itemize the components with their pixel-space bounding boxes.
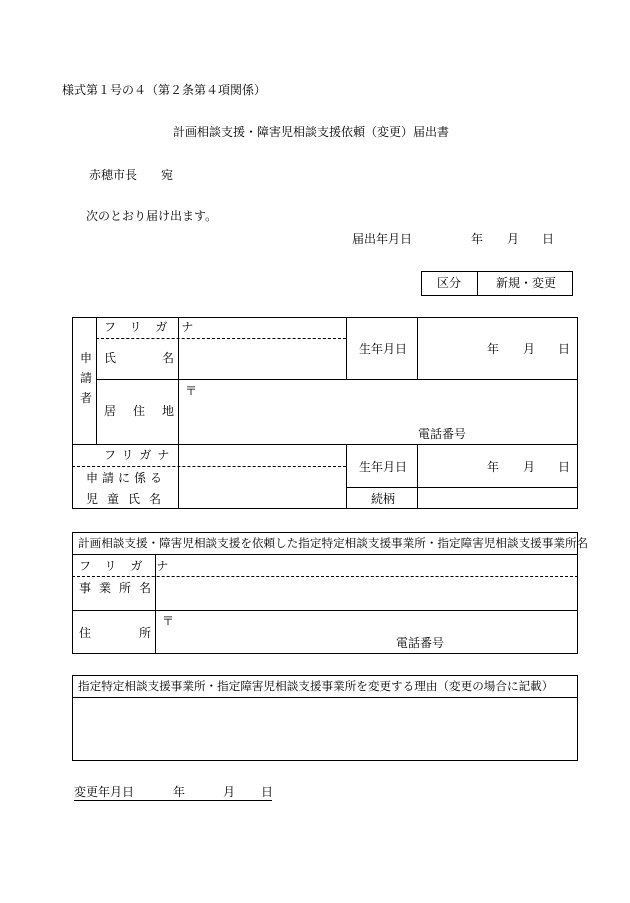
child-dob-day: 日 xyxy=(558,460,571,474)
office-phone-label: 電話番号 xyxy=(396,636,445,650)
filing-date-label: 届出年月日 xyxy=(352,232,413,246)
filing-date-day: 日 xyxy=(542,232,555,246)
applicant-dob-day: 日 xyxy=(558,342,571,356)
applicant-name-bottom xyxy=(96,379,578,380)
child-dob-year: 年 xyxy=(487,460,500,474)
applicant-phone-label: 電話番号 xyxy=(418,427,467,441)
applicant-postal-mark: 〒 xyxy=(185,384,198,398)
applicant-furigana-dash xyxy=(96,338,346,339)
office-address-label-b: 所 xyxy=(139,626,152,640)
child-dob-label: 生年月日 xyxy=(359,460,408,474)
child-relation-label: 続柄 xyxy=(371,492,396,506)
change-date-year: 年 xyxy=(173,785,186,799)
office-furigana-label: フリガナ xyxy=(79,559,183,573)
category-value[interactable]: 新規・変更 xyxy=(496,276,557,290)
reason-heading-bottom xyxy=(72,697,578,698)
filing-date-year: 年 xyxy=(471,232,484,246)
change-date-underline xyxy=(74,800,272,801)
change-date-label: 変更年月日 xyxy=(74,785,135,799)
applicant-name-label-text: 氏名 xyxy=(104,351,221,365)
change-date-day: 日 xyxy=(261,785,274,799)
dob-left-divider xyxy=(346,317,347,379)
applicant-furigana-label: フリガナ xyxy=(104,320,208,334)
document-title: 計画相談支援・障害児相談支援依頼（変更）届出書 xyxy=(173,125,450,139)
reason-heading: 指定特定相談支援事業所・指定障害児相談支援事業所を変更する理由（変更の場合に記載） xyxy=(78,679,554,693)
applicant-address-label-text: 居住地 xyxy=(104,404,192,418)
child-dob-month: 月 xyxy=(523,460,536,474)
office-address-label-a: 住 xyxy=(79,626,92,640)
applicant-dob-month: 月 xyxy=(523,342,536,356)
applicant-section-bottom xyxy=(72,444,578,445)
applicant-section-divider xyxy=(96,317,97,444)
applicant-address-label xyxy=(104,405,191,417)
filing-date-month: 月 xyxy=(507,232,520,246)
applicant-name-label xyxy=(104,352,220,364)
form-number: 様式第１号の４（第２条第４項関係） xyxy=(62,83,267,97)
child-furigana-label: フリガナ xyxy=(104,448,176,462)
change-date-month: 月 xyxy=(223,785,236,799)
child-dob-right-divider xyxy=(417,444,418,509)
child-furigana-dash xyxy=(72,466,346,467)
dob-right-divider xyxy=(417,317,418,379)
office-postal-mark: 〒 xyxy=(162,614,175,628)
intro-text: 次のとおり届け出ます。 xyxy=(86,209,218,223)
applicant-label-char: 者 xyxy=(79,391,92,405)
applicant-label-char: 請 xyxy=(79,371,92,385)
child-dob-bottom xyxy=(346,487,578,488)
category-label: 区分 xyxy=(437,276,462,290)
category-divider xyxy=(477,271,478,296)
applicant-section-label xyxy=(79,348,93,408)
office-name-bottom xyxy=(72,610,578,611)
office-name-label: 事業所名 xyxy=(79,581,160,595)
addressee: 赤穂市長 宛 xyxy=(89,168,174,182)
child-name-label-line1: 申請に係る xyxy=(86,471,167,485)
child-dob-left-divider xyxy=(346,444,347,509)
applicant-dob-year: 年 xyxy=(487,342,500,356)
applicant-dob-label: 生年月日 xyxy=(359,342,408,356)
office-furigana-dash xyxy=(72,576,578,577)
office-heading-bottom xyxy=(72,554,578,555)
office-heading: 計画相談支援・障害児相談支援を依頼した指定特定相談支援事業所・指定障害児相談支援事業所名 xyxy=(78,536,589,550)
child-name-label-line2: 児童氏名 xyxy=(86,492,171,506)
applicant-label-char: 申 xyxy=(79,351,92,365)
